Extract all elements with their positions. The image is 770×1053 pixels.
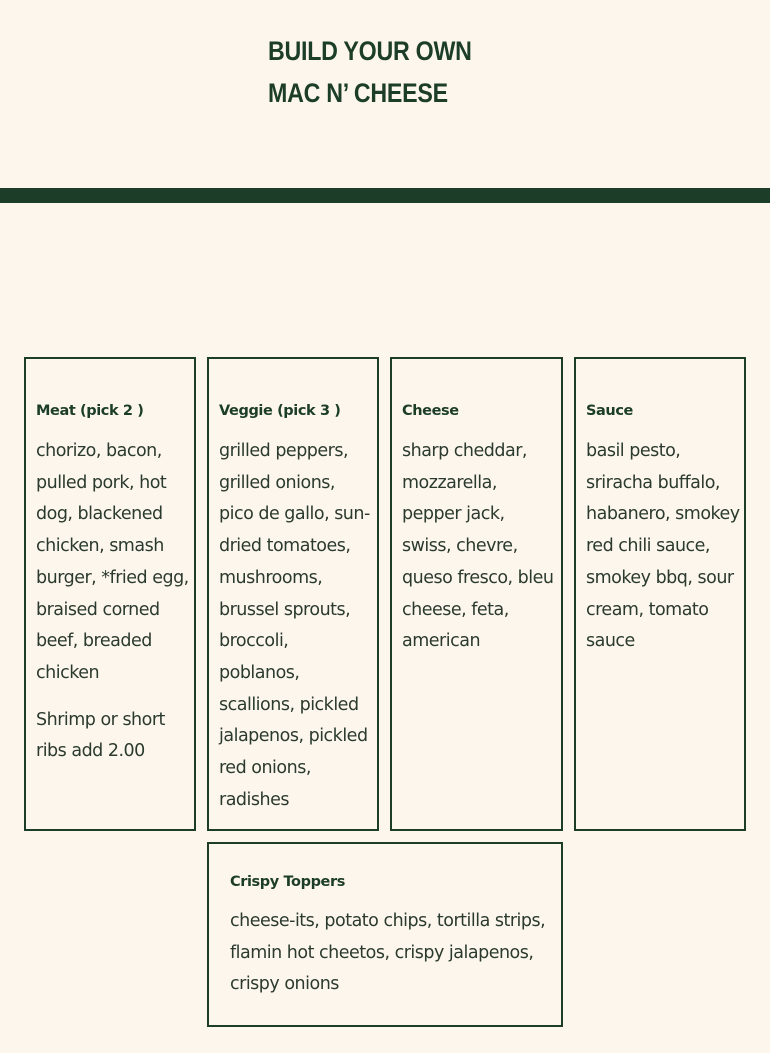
menu-card-meat (24, 357, 196, 831)
card-title-cheese: Cheese (402, 403, 459, 419)
card-extra-meat: Shrimp or short ribs add 2.00 (36, 709, 165, 762)
card-items-meat: chorizo, bacon, pulled pork, hot dog, blackened chicken, smash burger, *fried egg, braised corned beef, breaded chicken (36, 441, 189, 683)
card-title-meat: Meat (pick 2 ) (36, 403, 144, 419)
card-items-cheese: sharp cheddar, mozzarella, pepper jack, swiss, chevre, queso fresco, bleu cheese, feta, american (402, 441, 554, 652)
card-title-veggie: Veggie (pick 3 ) (219, 403, 341, 419)
card-title-sauce: Sauce (586, 403, 633, 419)
menu-card-cheese (390, 357, 563, 831)
menu-card-crispy-toppers (207, 842, 563, 1027)
menu-card-veggie (207, 357, 379, 831)
card-items-veggie: grilled peppers, grilled onions, pico de gallo, sun-dried tomatoes, mushrooms, brussel sprouts, broccoli, poblanos, scallions, pickled jalapenos, pickled red onions, radishes (219, 441, 370, 810)
menu-card-sauce (574, 357, 746, 831)
header-divider-bar (0, 188, 770, 203)
card-items-crispy-toppers: cheese-its, potato chips, tortilla strips, flamin hot cheetos, crispy jalapenos, crispy onions (230, 911, 546, 995)
card-items-sauce: basil pesto, sriracha buffalo, habanero, smokey red chili sauce, smokey bbq, sour cream, tomato sauce (586, 441, 740, 652)
card-title-crispy-toppers: Crispy Toppers (230, 874, 345, 890)
page-title: BUILD YOUR OWN MAC N’ CHEESE (268, 36, 472, 108)
